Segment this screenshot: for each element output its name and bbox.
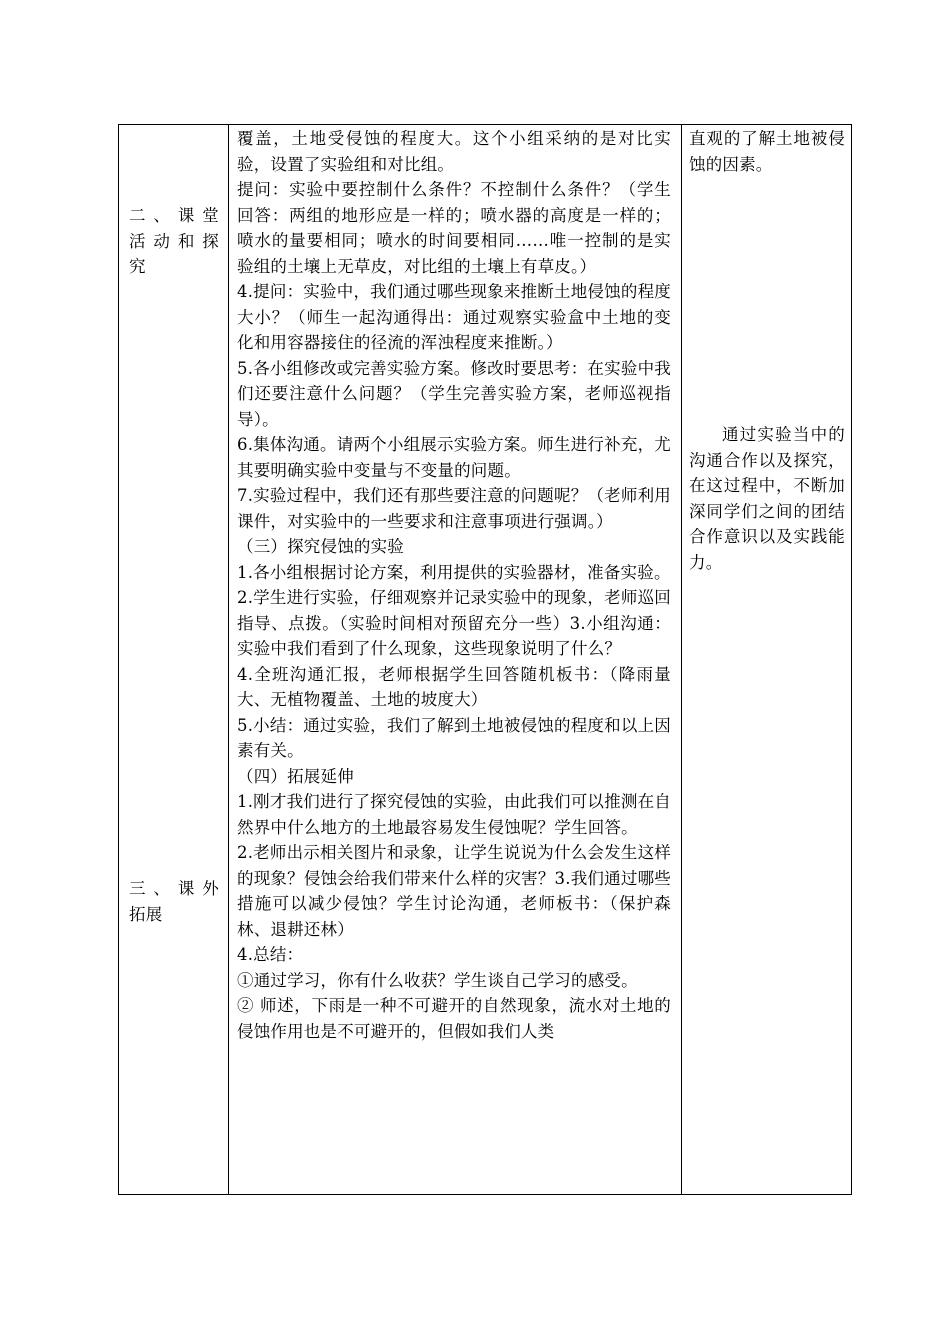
- intent-paragraph: 通过实验当中的沟通合作以及探究，在这过程中，不断加深同学们之间的团结合作意识以及实践能力。: [689, 425, 845, 572]
- content-paragraph: 1.刚才我们进行了探究侵蚀的实验，由此我们可以推测在自然界中什么地方的土地最容易发生侵蚀呢？学生回答。: [237, 792, 671, 837]
- intent-paragraph: 直观的了解土地被侵蚀的因素。: [689, 129, 845, 174]
- content-subheading: （三）探究侵蚀的实验: [237, 537, 404, 556]
- section-heading-line: 活动和探: [129, 231, 219, 251]
- content-paragraph: 5.小结：通过实验，我们了解到土地被侵蚀的程度和以上因素有关。: [237, 715, 671, 760]
- column-divider: [228, 125, 229, 1194]
- lesson-plan-table: [118, 124, 852, 1195]
- content-paragraph: 1.各小组根据讨论方案，利用提供的实验器材，准备实验。: [237, 562, 671, 582]
- content-paragraph: 7.实验过程中，我们还有那些要注意的问题呢？（老师利用课件，对实验中的一些要求和注意事项进行强调。）: [237, 486, 671, 531]
- content-paragraph: 4.提问：实验中，我们通过哪些现象来推断土地侵蚀的程度大小？（师生一起沟通得出：通过观察实验盒中土地的变化和用容器接住的径流的浑浊程度来推断。）: [237, 282, 671, 352]
- section-heading-line: 三、课外: [129, 879, 219, 898]
- section-heading-classroom-activity: [129, 203, 219, 280]
- content-subheading: （四）拓展延伸: [237, 766, 354, 786]
- content-paragraph: 提问：实验中要控制什么条件？不控制什么条件？（学生回答：两组的地形应是一样的；喷水器的高度是一样的；喷水的量要相同；喷水的时间要相同……唯一控制的是实验组的土壤上无草皮，对比组的土壤上有草皮。）: [237, 180, 671, 276]
- content-paragraph: 4.全班沟通汇报，老师根据学生回答随机板书：（降雨量大、无植物覆盖、土地的坡度大）: [237, 664, 671, 709]
- content-paragraph: 5.各小组修改或完善实验方案。修改时要思考：在实验中我们还要注意什么问题？（学生完善实验方案，老师巡视指导）。: [237, 358, 671, 429]
- section-heading-line: 究: [129, 257, 146, 276]
- content-paragraph: ①通过学习，你有什么收获？学生谈自己学习的感受。: [237, 970, 638, 990]
- content-paragraph: 2.学生进行实验，仔细观察并记录实验中的现象，老师巡回指导、点拨。（实验时间相对预留充分一些）3.小组沟通：实验中我们看到了什么现象，这些现象说明了什么？: [237, 588, 671, 658]
- section-heading-line: 二、课堂: [129, 206, 219, 225]
- column-divider: [681, 125, 682, 1194]
- content-paragraph: 4.总结：: [237, 945, 304, 964]
- content-paragraph: ② 师述，下雨是一种不可避开的自然现象，流水对土地的侵蚀作用也是不可避开的，但假如我们人类: [237, 996, 671, 1041]
- design-intent-2: [689, 422, 845, 575]
- section-heading-extension: [129, 876, 219, 927]
- design-intent-1: [689, 126, 845, 177]
- content-paragraph: 6.集体沟通。请两个小组展示实验方案。师生进行补充，尤其要明确实验中变量与不变量的问题。: [237, 435, 671, 480]
- content-paragraph: 覆盖，土地受侵蚀的程度大。这个小组采纳的是对比实验，设置了实验组和对比组。: [237, 129, 671, 174]
- content-paragraph: 2.老师出示相关图片和录象，让学生说说为什么会发生这样的现象？侵蚀会给我们带来什么样的灾害？3.我们通过哪些措施可以减少侵蚀？学生讨论沟通，老师板书：（保护森林、退耕还林）: [237, 843, 671, 939]
- section-heading-line: 拓展: [129, 904, 163, 924]
- lesson-content: [237, 126, 671, 1044]
